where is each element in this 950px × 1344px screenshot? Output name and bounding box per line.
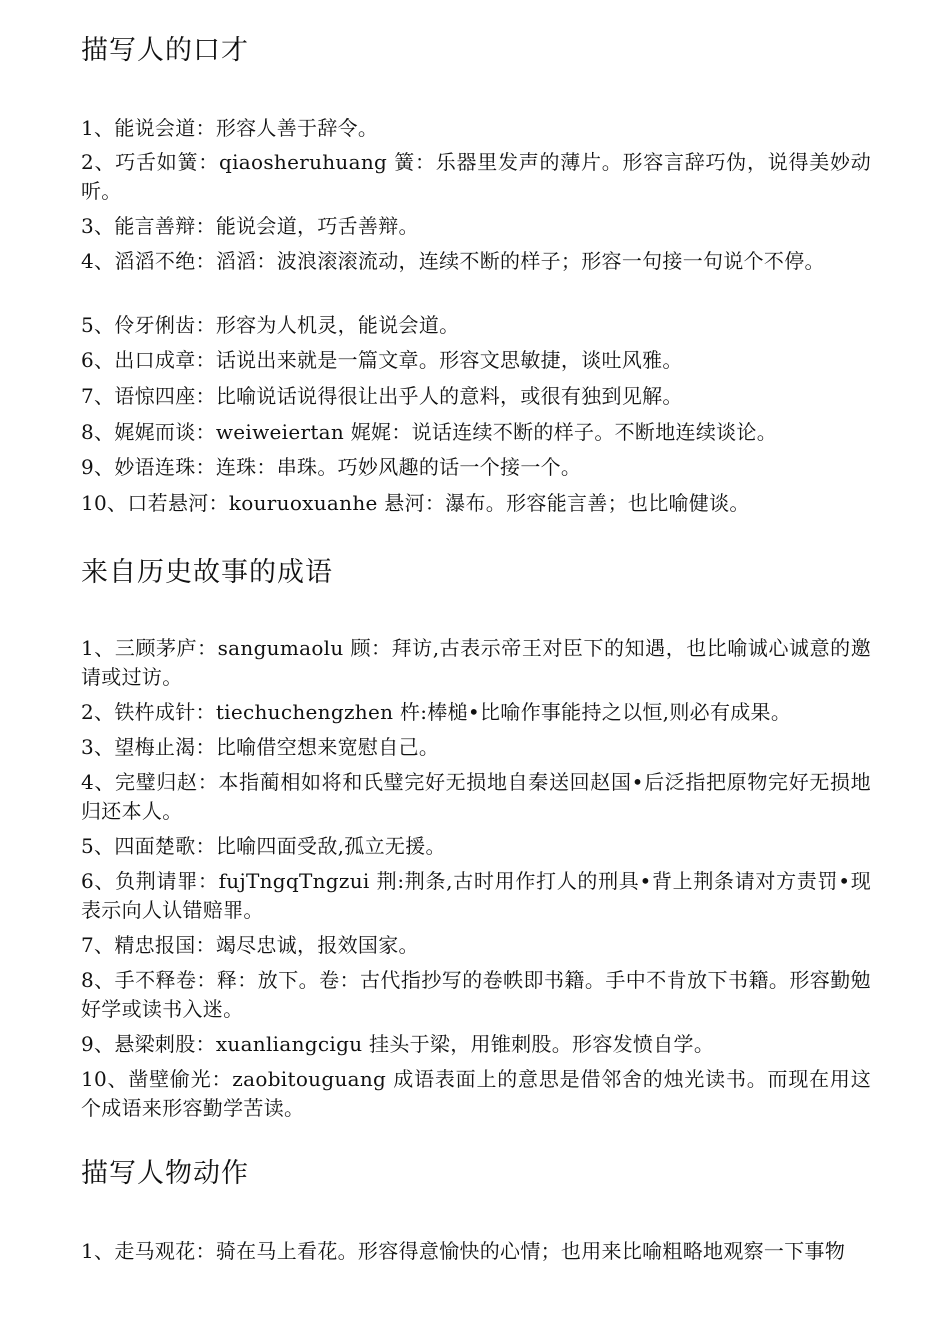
list-item: 7、精忠报国：竭尽忠诚，报效国家。 — [81, 933, 419, 957]
list-item: 2、巧舌如簧：qiaosheruhuang 簧：乐器里发声的薄片。形容言辞巧伪，说得美妙动听。 — [81, 150, 871, 203]
section-title: 描写人的口才 — [81, 35, 249, 66]
list-item: 4、滔滔不绝：滔滔：波浪滚滚流动，连续不断的样子；形容一句接一句说个不停。 — [81, 249, 825, 273]
list-item: 6、负荆请罪：fujTngqTngzui 荆:荆条,古时用作打人的刑具•背上荆条请对方责罚•现表示向人认错赔罪。 — [81, 869, 871, 922]
list-item: 3、能言善辩：能说会道，巧舌善辩。 — [81, 214, 419, 238]
list-item: 9、悬梁刺股：xuanliangcigu 挂头于梁，用锥刺股。形容发愤自学。 — [81, 1032, 715, 1056]
section-title: 描写人物动作 — [81, 1158, 249, 1189]
list-item: 8、手不释卷：释：放下。卷：古代指抄写的卷帙即书籍。手中不肯放下书籍。形容勤勉好学或读书入迷。 — [81, 968, 871, 1021]
list-item: 5、四面楚歌：比喻四面受敌,孤立无援。 — [81, 834, 446, 858]
list-item: 7、语惊四座：比喻说话说得很让出乎人的意料，或很有独到见解。 — [81, 384, 683, 408]
list-item: 1、能说会道：形容人善于辞令。 — [81, 116, 379, 140]
list-item: 4、完璧归赵：本指蔺相如将和氏璧完好无损地自秦送回赵国•后泛指把原物完好无损地归还本人。 — [81, 770, 871, 823]
list-item: 9、妙语连珠：连珠：串珠。巧妙风趣的话一个接一个。 — [81, 455, 582, 479]
list-item: 1、走马观花：骑在马上看花。形容得意愉快的心情；也用来比喻粗略地观察一下事物 — [81, 1239, 846, 1263]
list-item: 2、铁杵成针：tiechuchengzhen 杵:棒槌•比喻作事能持之以恒,则必有成果。 — [81, 700, 792, 724]
list-item: 5、伶牙俐齿：形容为人机灵，能说会道。 — [81, 313, 460, 337]
list-item: 1、三顾茅庐：sangumaolu 顾：拜访,古表示帝王对臣下的知遇，也比喻诚心诚意的邀请或过访。 — [81, 636, 871, 689]
list-item: 8、娓娓而谈：weiweiertan 娓娓：说话连续不断的样子。不断地连续谈论。 — [81, 420, 778, 444]
list-item: 3、望梅止渴：比喻借空想来宽慰自己。 — [81, 735, 440, 759]
section-title: 来自历史故事的成语 — [81, 557, 333, 588]
list-item: 10、口若悬河：kouruoxuanhe 悬河：瀑布。形容能言善；也比喻健谈。 — [81, 491, 750, 515]
list-item: 6、出口成章：话说出来就是一篇文章。形容文思敏捷，谈吐风雅。 — [81, 348, 683, 372]
list-item: 10、凿壁偷光：zaobitouguang 成语表面上的意思是借邻舍的烛光读书。而现在用这个成语来形容勤学苦读。 — [81, 1067, 871, 1120]
